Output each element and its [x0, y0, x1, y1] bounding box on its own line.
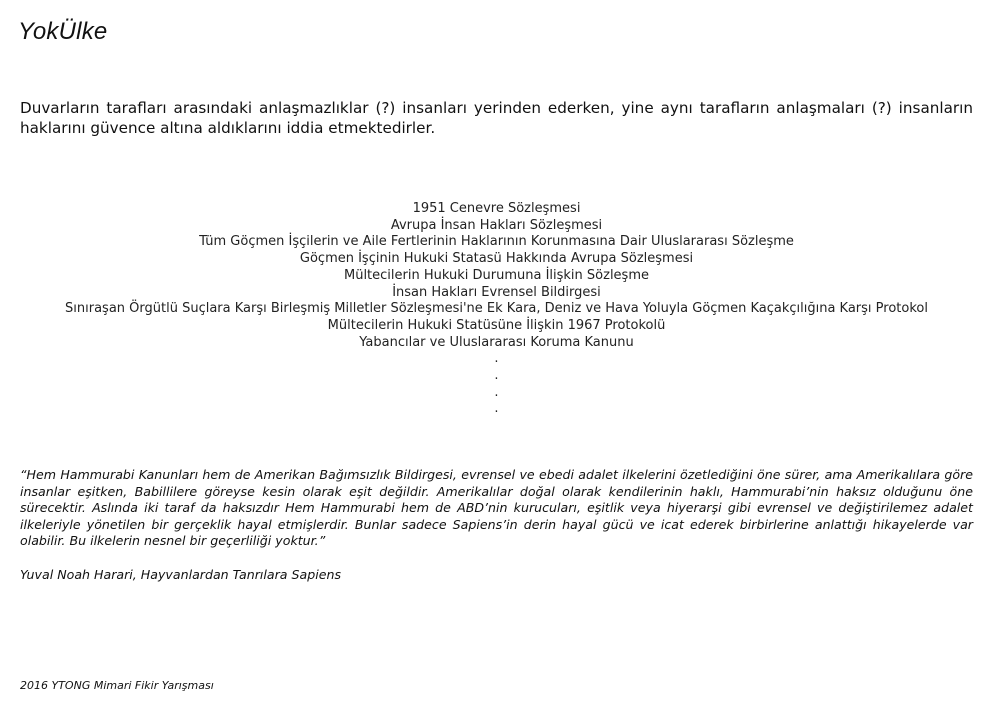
page-title: YokÜlke: [18, 18, 108, 45]
list-item: Göçmen İşçinin Hukuki Statasü Hakkında Avrupa Sözleşmesi: [299, 251, 694, 267]
quote-paragraph: “Hem Hammurabi Kanunları hem de Amerikan Bağımsızlık Bildirgesi, evrensel ve ebedi adalet ilkelerini özetlediğini öne sürer, ama Amerikalılara göre insanlar eşitken, Babillilere göreyse kesin olarak eşit değildir. Amerikalılar doğal olarak kendilerinin haklı, Hammurabi’nin haksız olduğunu öne sürecektir. Aslında iki taraf da haksızdır Hem Hammurabi hem de ABD’nin kurucuları, eşitlik veya hiyerarşi gibi evrensel ve değiştirilemez adalet ilkeleriyle yönetilen bir gerçeklik hayal etmişlerdir. Bunlar sadece Sapiens’in derin hayal gücü ve icat ederek birbirlerine anlattığı hikayelerde var olabilir. Bu ilkelerin nesnel bir geçerliliği yoktur.”: [20, 467, 973, 549]
list-item: 1951 Cenevre Sözleşmesi: [412, 201, 581, 216]
quote-attribution: Yuval Noah Harari, Hayvanlardan Tanrılara Sapiens: [20, 567, 342, 582]
list-item: Mültecilerin Hukuki Durumuna İlişkin Sözleşme: [343, 267, 649, 283]
ellipsis-dot: .: [494, 351, 499, 367]
list-item: Avrupa İnsan Hakları Sözleşmesi: [390, 217, 603, 233]
ellipsis-dot: .: [494, 368, 499, 384]
footer-text: 2016 YTONG Mimari Fikir Yarışması: [20, 679, 214, 692]
list-item: Yabancılar ve Uluslararası Koruma Kanunu: [359, 334, 634, 350]
conventions-list: [20, 201, 973, 418]
ellipsis-dot: .: [494, 384, 499, 400]
list-item: Mültecilerin Hukuki Statüsüne İlişkin 1967 Protokolü: [327, 317, 666, 333]
list-item: Sınıraşan Örgütlü Suçlara Karşı Birleşmiş Milletler Sözleşmesi'ne Ek Kara, Deniz ve Hava Yoluyla Göçmen Kaçakçılığına Karşı Protokol: [65, 301, 928, 317]
intro-paragraph: Duvarların tarafları arasındaki anlaşmazlıklar (?) insanları yerinden ederken, yine aynı tarafların anlaşmaları (?) insanların haklarını güvence altına aldıklarını iddia etmektedirler.: [20, 99, 973, 137]
ellipsis-dot: .: [494, 401, 499, 417]
list-item: İnsan Hakları Evrensel Bildirgesi: [392, 284, 601, 300]
list-item: Tüm Göçmen İşçilerin ve Aile Fertlerinin Haklarının Korunmasına Dair Uluslararası Sözleşme: [199, 234, 794, 250]
